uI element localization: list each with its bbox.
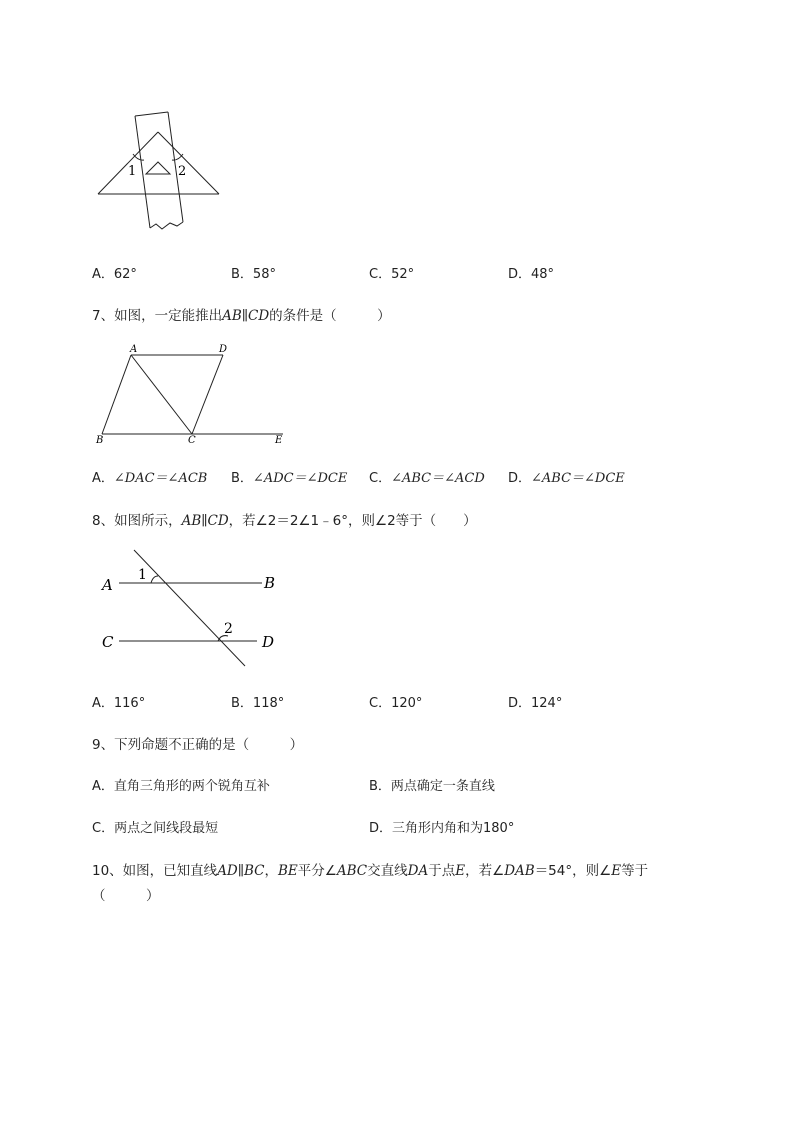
q8-option-a: A．116°: [92, 696, 146, 711]
q9-stem: 9、下列命题不正确的是（ ）: [92, 737, 304, 753]
q10-stem-p1: 10、如图，已知直线: [92, 863, 218, 879]
q8-stem-math: AB∥CD: [181, 513, 229, 529]
q6-option-b: B．58°: [231, 267, 276, 282]
q8-stem-suffix: ，若∠2＝2∠1﹣6°，则∠2等于（ ）: [228, 513, 477, 529]
q7-option-b-math: ∠ADC＝∠DCE: [252, 471, 348, 486]
q7-option-d-letter: D．: [508, 471, 532, 486]
q7-option-c-letter: C．: [369, 471, 392, 486]
q8-label-a: A: [102, 576, 113, 594]
q10-stem-m6: DAB: [504, 863, 535, 879]
q8-option-d: D．124°: [508, 696, 563, 711]
q10-stem-m1: AD∥BC: [217, 863, 265, 879]
q7-option-d-math: ∠ABC＝∠DCE: [531, 471, 625, 486]
q8-option-b: B．118°: [231, 696, 285, 711]
q7-option-c-math: ∠ABC＝∠ACD: [391, 471, 485, 486]
q7-label-e: E: [275, 435, 283, 446]
q9-option-b: B．两点确定一条直线: [369, 779, 495, 794]
q8-option-c: C．120°: [369, 696, 423, 711]
q8-stem-prefix: 8、如图所示，: [92, 513, 182, 529]
q8-label-2: 2: [224, 621, 233, 637]
q7-option-a-letter: A．: [92, 471, 114, 486]
q9-option-a: A．直角三角形的两个锐角互补: [92, 779, 270, 794]
q7-label-d: D: [219, 344, 228, 355]
q10-stem-p2: ，: [264, 863, 278, 879]
q10-stem-p4: 交直线: [367, 863, 408, 879]
q8-angle-arc-1: [151, 576, 158, 583]
q6-label-1: 1: [128, 164, 137, 179]
q7-option-b-letter: B．: [231, 471, 253, 486]
q10-stem-m3: ABC: [336, 863, 368, 879]
q10-stem-m2: BE: [278, 863, 298, 879]
q10-stem-m5: E: [455, 863, 466, 879]
q6-option-a: A．62°: [92, 267, 137, 282]
q9-option-c: C．两点之间线段最短: [92, 821, 219, 836]
q7-stem-math: AB∥CD: [222, 308, 270, 324]
q8-transversal: [134, 550, 245, 666]
q8-label-b: B: [264, 574, 276, 592]
q7-label-b: B: [96, 435, 104, 446]
q8-label-1: 1: [138, 567, 147, 583]
q10-stem: [92, 859, 648, 879]
q10-stem-p7: ＝54°，则∠: [534, 863, 612, 879]
q8-label-d: D: [262, 633, 275, 651]
q6-option-d: D．48°: [508, 267, 555, 282]
q10-stem-m4: DA: [407, 863, 429, 879]
q10-stem-p5: 于点: [428, 863, 456, 879]
q9-option-d: D．三角形内角和为180°: [369, 821, 515, 836]
q7-stem-prefix: 7、如图，一定能推出: [92, 308, 223, 324]
q6-label-2: 2: [178, 164, 187, 179]
q7-stem-suffix: 的条件是（ ）: [269, 308, 391, 324]
q10-answer-blank: （ ）: [92, 888, 160, 904]
q7-label-c: C: [188, 435, 196, 446]
q10-stem-m7: E: [611, 863, 622, 879]
q10-stem-p3: 平分∠: [297, 863, 337, 879]
q10-stem-p6: ，若∠: [465, 863, 505, 879]
q10-stem-p8: 等于: [621, 863, 649, 879]
q7-option-a-math: ∠DAC＝∠ACB: [113, 471, 208, 486]
q7-label-a: A: [130, 344, 138, 355]
q8-label-c: C: [102, 633, 114, 651]
q6-option-c: C．52°: [369, 267, 415, 282]
